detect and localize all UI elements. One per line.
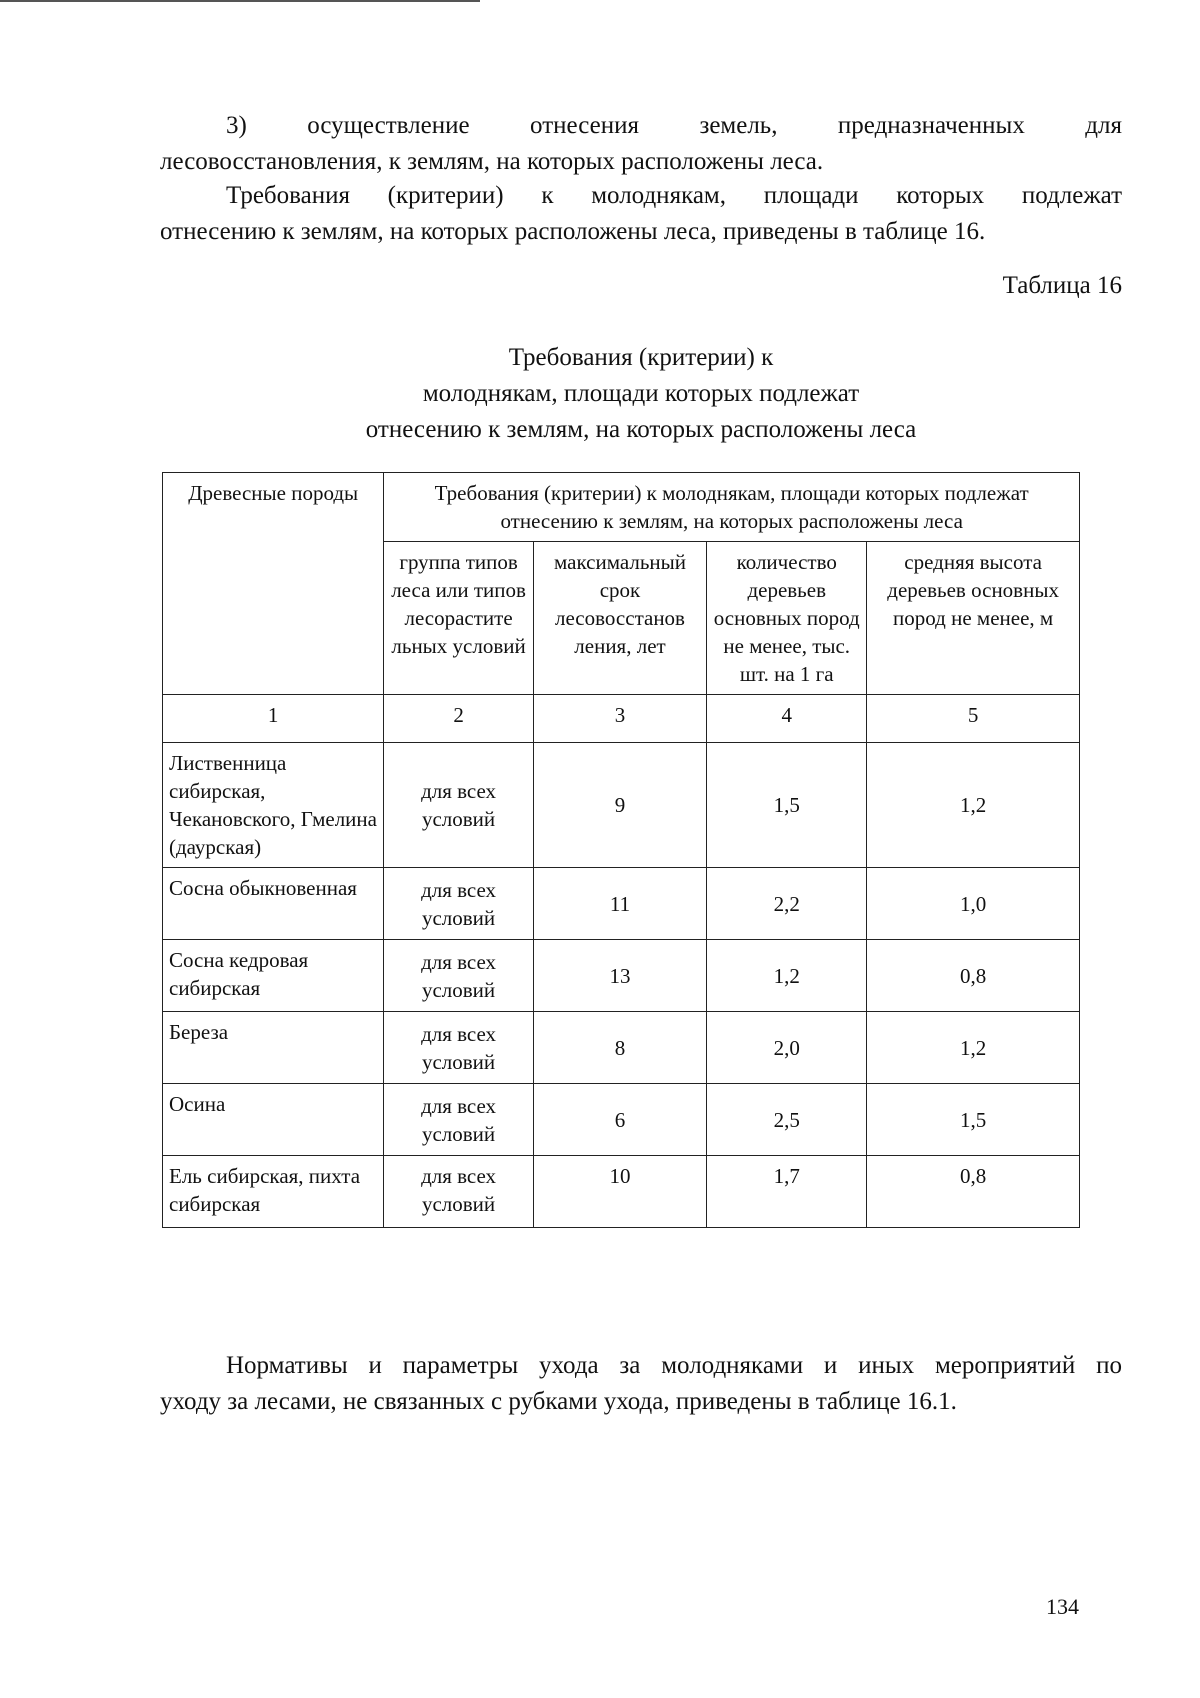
conditions-cell: для всех условий [384, 743, 533, 868]
count-cell: 2,2 [707, 868, 867, 940]
term-cell: 6 [533, 1084, 706, 1156]
conditions-cell: для всех условий [384, 1084, 533, 1156]
page-number: 134 [1046, 1594, 1079, 1619]
table-caption [160, 340, 1122, 448]
count-cell: 1,2 [707, 940, 867, 1012]
term-cell: 13 [533, 940, 706, 1012]
scan-top-line [0, 0, 480, 2]
count-cell: 2,5 [707, 1084, 867, 1156]
table-row [163, 1084, 1080, 1156]
table-row [163, 1012, 1080, 1084]
conditions-cell: для всех условий [384, 1012, 533, 1084]
paragraph-2-line-2: отнесению к землям, на которых расположены леса, приведены в таблице 16. [160, 218, 986, 245]
column-number: 4 [707, 695, 867, 743]
paragraph-1-line-2: лесовосстановления, к землям, на которых расположены леса. [160, 148, 824, 175]
species-cell: Сосна кедровая сибирская [163, 940, 384, 1012]
table-row [163, 868, 1080, 940]
table-row [163, 743, 1080, 868]
count-cell: 1,5 [707, 743, 867, 868]
conditions-cell: для всех условий [384, 1156, 533, 1228]
header-requirements: Требования (критерии) к молоднякам, площади которых подлежат отнесению к землям, на которых расположены леса [384, 473, 1080, 542]
height-cell: 1,2 [867, 1012, 1080, 1084]
term-cell: 9 [533, 743, 706, 868]
species-cell: Береза [163, 1012, 384, 1084]
term-cell: 11 [533, 868, 706, 940]
height-cell: 1,2 [867, 743, 1080, 868]
paragraph-3-line-2: уходу за лесами, не связанных с рубками ухода, приведены в таблице 16.1. [160, 1388, 957, 1415]
height-cell: 1,0 [867, 868, 1080, 940]
conditions-cell: для всех условий [384, 868, 533, 940]
height-cell: 0,8 [867, 940, 1080, 1012]
species-cell: Сосна обыкновенная [163, 868, 384, 940]
table-header-row [163, 473, 1080, 542]
subheader-tree-count: количество деревьев основных пород не менее, тыс. шт. на 1 га [707, 542, 867, 695]
height-cell: 0,8 [867, 1156, 1080, 1228]
paragraph-2-line-1: Требования (критерии) к молоднякам, площади которых подлежат [226, 182, 1122, 209]
table-row [163, 940, 1080, 1012]
column-number: 1 [163, 695, 384, 743]
count-cell: 2,0 [707, 1012, 867, 1084]
height-cell: 1,5 [867, 1084, 1080, 1156]
count-cell: 1,7 [707, 1156, 867, 1228]
header-species: Древесные породы [163, 473, 384, 695]
requirements-table [162, 472, 1080, 1228]
caption-line-3: отнесению к землям, на которых расположены леса [365, 416, 917, 443]
column-number-row [163, 695, 1080, 743]
species-cell: Осина [163, 1084, 384, 1156]
subheader-max-term: максимальный срок лесовосстанов ления, лет [533, 542, 706, 695]
paragraph-3-line-1: Нормативы и параметры ухода за молодняками и иных мероприятий по [226, 1352, 1122, 1379]
column-number: 3 [533, 695, 706, 743]
table-number: Таблица 16 [1002, 272, 1122, 299]
subheader-avg-height: средняя высота деревьев основных пород не менее, м [867, 542, 1080, 695]
column-number: 2 [384, 695, 533, 743]
species-cell: Лиственница сибирская, Чекановского, Гмелина (даурская) [163, 743, 384, 868]
table-row [163, 1156, 1080, 1228]
conditions-cell: для всех условий [384, 940, 533, 1012]
caption-line-2: молоднякам, площади которых подлежат [422, 380, 860, 407]
subheader-forest-type: группа типов леса или типов лесорастите льных условий [384, 542, 533, 695]
species-cell: Ель сибирская, пихта сибирская [163, 1156, 384, 1228]
term-cell: 10 [533, 1156, 706, 1228]
column-number: 5 [867, 695, 1080, 743]
caption-line-1: Требования (критерии) к [508, 344, 774, 371]
paragraph-1-line-1: 3) осуществление отнесения земель, предназначенных для [226, 112, 1122, 139]
term-cell: 8 [533, 1012, 706, 1084]
